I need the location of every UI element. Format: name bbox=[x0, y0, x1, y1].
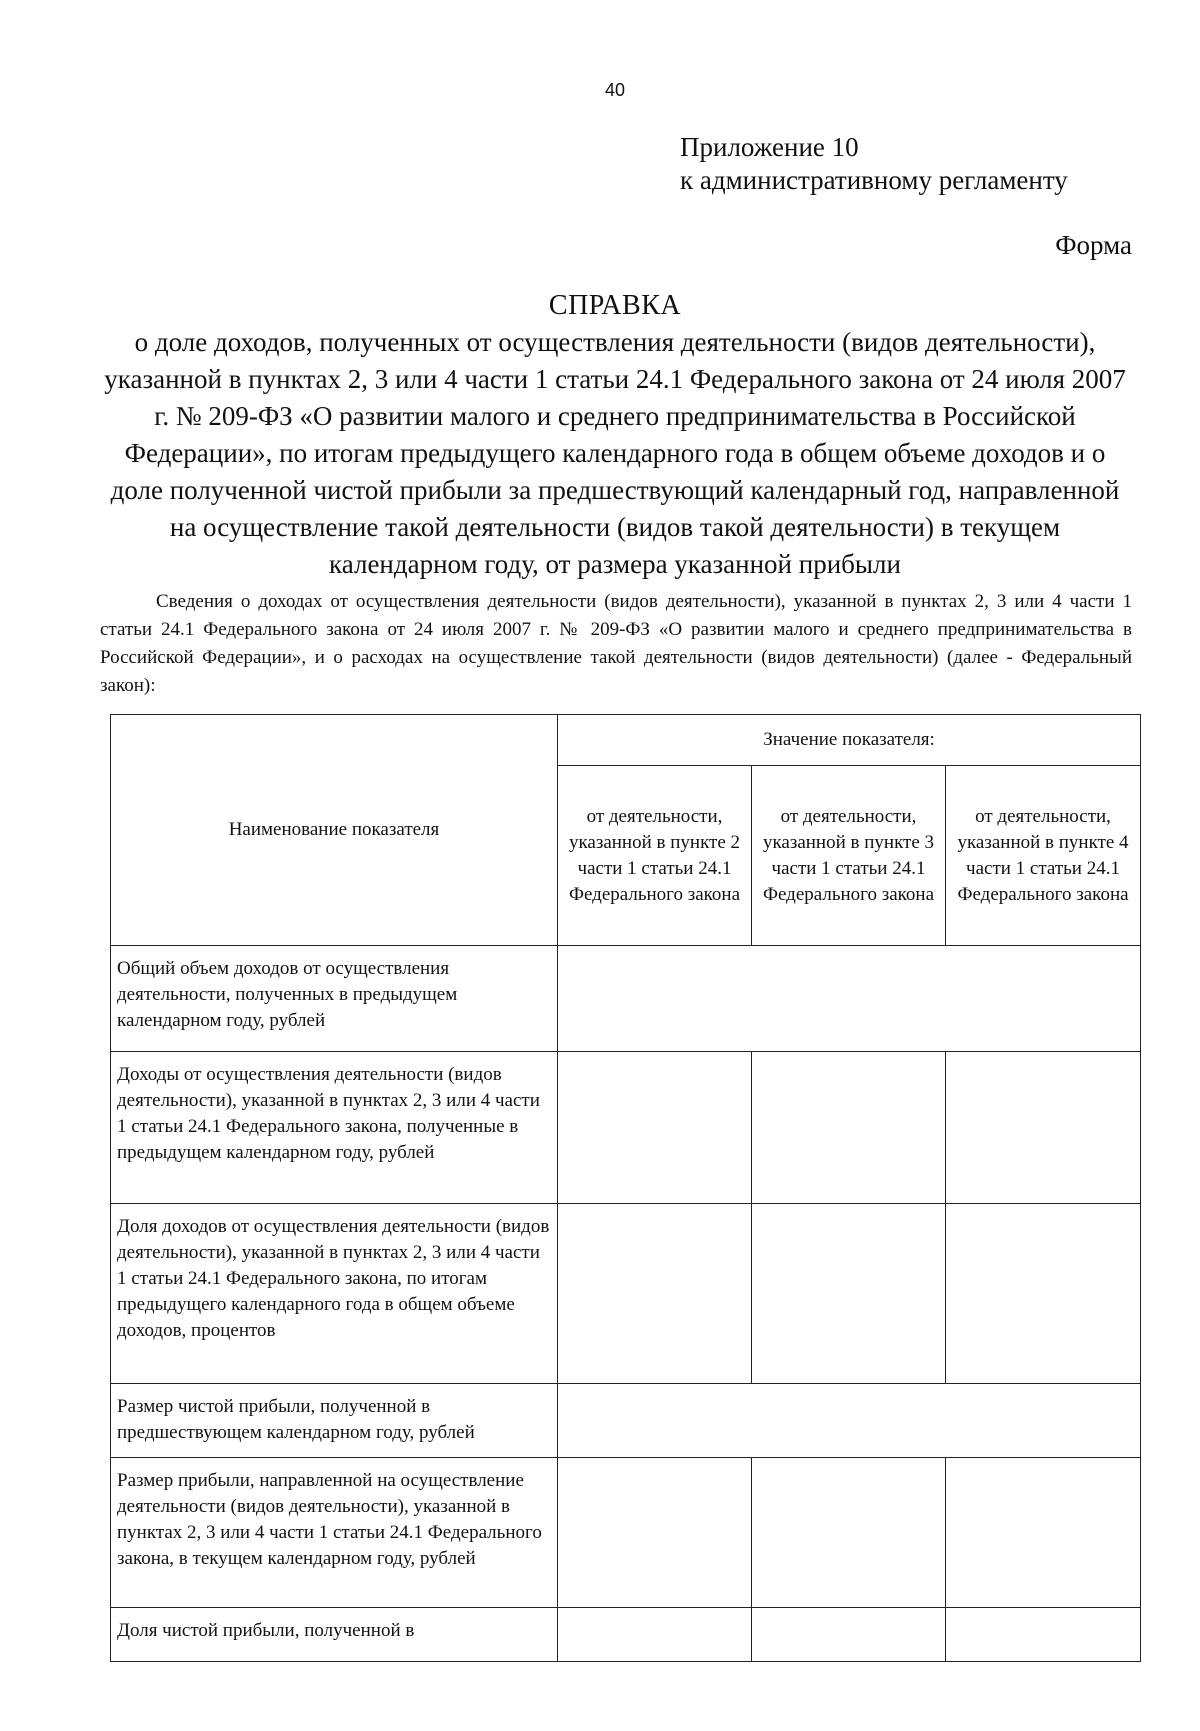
intro-paragraph: Сведения о доходах от осуществления деятельности (видов деятельности), указанной в пунктах 2, 3 или 4 части 1 статьи 24.1 Федерального закона от 24 июля 2007 г. № 209-ФЗ «О развитии малого и среднего предпринимательства в Российской Федерации», и о расходах на осуществление такой деятельности (видов деятельности) (далее - Федеральный закон): bbox=[100, 591, 1132, 696]
value-cell-merged[interactable] bbox=[558, 1384, 1141, 1458]
row-label: Доля доходов от осуществления деятельности (видов деятельности), указанной в пунктах 2, 3 или 4 части 1 статьи 24.1 Федерального закона, по итогам предыдущего календарного года в общем объеме доходов, процентов bbox=[111, 1204, 558, 1384]
page-number: 40 bbox=[604, 80, 626, 100]
appendix-reference bbox=[680, 131, 1068, 197]
value-cell-point-3[interactable] bbox=[752, 1608, 946, 1662]
table-row bbox=[111, 1052, 1141, 1204]
value-cell-point-4[interactable] bbox=[946, 1608, 1141, 1662]
value-cell-point-4[interactable] bbox=[946, 1458, 1141, 1608]
value-cell-merged[interactable] bbox=[558, 946, 1141, 1052]
value-cell-point-2[interactable] bbox=[558, 1204, 752, 1384]
document-subtitle: о доле доходов, полученных от осуществления деятельности (видов деятельности), указанной в пунктах 2, 3 или 4 части 1 статьи 24.1 Федерального закона от 24 июля 2007 г. № 209-ФЗ «О развитии малого и среднего предпринимательства в Российской Федерации», по итогам предыдущего календарного года в общем объеме доходов и о доле полученной чистой прибыли за предшествующий календарный год, направленной на осуществление такой деятельности (видов такой деятельности) в текущем календарном году, от размера указанной прибыли bbox=[104, 327, 1126, 579]
row-label: Общий объем доходов от осуществления деятельности, полученных в предыдущем календарном году, рублей bbox=[111, 946, 558, 1052]
value-cell-point-2[interactable] bbox=[558, 1052, 752, 1204]
table-row bbox=[111, 1204, 1141, 1384]
appendix-line-1: Приложение 10 bbox=[680, 132, 859, 162]
document-title: СПРАВКА bbox=[548, 290, 682, 321]
value-cell-point-4[interactable] bbox=[946, 1052, 1141, 1204]
value-cell-point-4[interactable] bbox=[946, 1204, 1141, 1384]
table-row bbox=[111, 1384, 1141, 1458]
header-point-3: от деятельности, указанной в пункте 3 части 1 статьи 24.1 Федерального закона bbox=[752, 766, 946, 946]
row-label: Доля чистой прибыли, полученной в bbox=[111, 1608, 558, 1662]
value-cell-point-3[interactable] bbox=[752, 1204, 946, 1384]
table-row bbox=[111, 1608, 1141, 1662]
row-label: Размер чистой прибыли, полученной в предшествующем календарном году, рублей bbox=[111, 1384, 558, 1458]
form-label: Форма bbox=[1055, 230, 1132, 260]
row-label: Доходы от осуществления деятельности (видов деятельности), указанной в пунктах 2, 3 или 4 части 1 статьи 24.1 Федерального закона, полученные в предыдущем календарном году, рублей bbox=[111, 1052, 558, 1204]
table-row bbox=[111, 946, 1141, 1052]
appendix-line-2: к административному регламенту bbox=[680, 165, 1068, 195]
table-row bbox=[111, 1458, 1141, 1608]
value-cell-point-3[interactable] bbox=[752, 1458, 946, 1608]
indicator-table bbox=[110, 714, 1141, 1662]
header-point-4: от деятельности, указанной в пункте 4 части 1 статьи 24.1 Федерального закона bbox=[946, 766, 1141, 946]
value-cell-point-3[interactable] bbox=[752, 1052, 946, 1204]
header-point-2: от деятельности, указанной в пункте 2 части 1 статьи 24.1 Федерального закона bbox=[558, 766, 752, 946]
header-indicator-name: Наименование показателя bbox=[111, 715, 558, 946]
value-cell-point-2[interactable] bbox=[558, 1458, 752, 1608]
header-indicator-value: Значение показателя: bbox=[558, 715, 1141, 766]
value-cell-point-2[interactable] bbox=[558, 1608, 752, 1662]
row-label: Размер прибыли, направленной на осуществление деятельности (видов деятельности), указанной в пунктах 2, 3 или 4 части 1 статьи 24.1 Федерального закона, в текущем календарном году, рублей bbox=[111, 1458, 558, 1608]
